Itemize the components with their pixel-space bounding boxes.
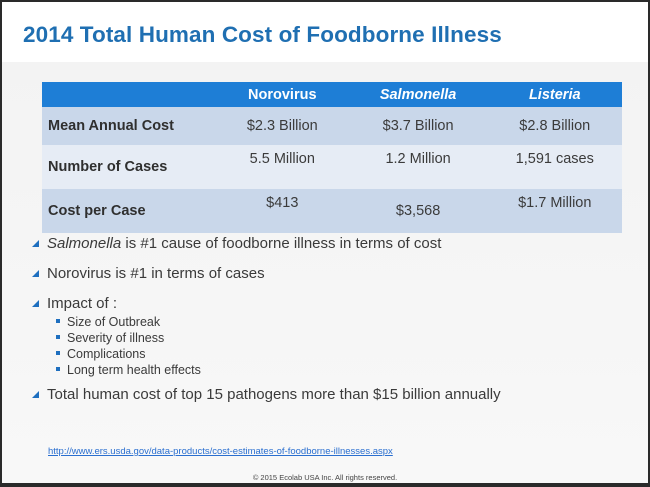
table-row: [42, 189, 622, 233]
copyright-footer: © 2015 Ecolab USA Inc. All rights reserved.: [252, 473, 398, 482]
bullet-text: Norovirus is #1 in terms of cases: [47, 265, 265, 282]
slide-title: 2014 Total Human Cost of Foodborne Illness: [23, 22, 502, 47]
bullet-italic-term: Salmonella: [47, 235, 122, 252]
bullet-impact-of: [32, 295, 117, 312]
sub-bullet: [56, 331, 164, 345]
table-row: [42, 107, 622, 145]
bullet-text: is #1 cause of foodborne illness in terms of cost: [121, 235, 442, 252]
table-cell: 5.5 Million: [216, 145, 349, 189]
bullet-text: Total human cost of top 15 pathogens more than $15 billion annually: [47, 386, 501, 403]
bullet-salmonella-cost: [32, 235, 441, 252]
table-cell: 1,591 cases: [488, 145, 622, 189]
column-header-norovirus: Norovirus: [216, 82, 349, 107]
sub-bullet-text: Size of Outbreak: [67, 315, 161, 329]
bullet-total-human-cost: [32, 386, 501, 403]
sub-bullet-text: Long term health effects: [67, 363, 201, 377]
sub-bullet-text: Severity of illness: [67, 331, 165, 345]
table-header-row: [42, 82, 622, 107]
sub-bullet: [56, 315, 160, 329]
square-bullet-icon: [56, 351, 60, 355]
sub-bullet: [56, 363, 201, 377]
square-bullet-icon: [56, 367, 60, 371]
row-header-number-of-cases: Number of Cases: [42, 145, 216, 189]
column-header-salmonella: Salmonella: [349, 82, 488, 107]
table-cell: $1.7 Million: [488, 189, 622, 233]
table-cell: $413: [216, 189, 349, 233]
column-header-listeria: Listeria: [488, 82, 622, 107]
cost-table: [42, 82, 622, 233]
bullet-text: Impact of :: [47, 295, 118, 312]
table-corner-cell: [42, 82, 216, 107]
row-header-cost-per-case: Cost per Case: [42, 189, 216, 233]
source-link[interactable]: http://www.ers.usda.gov/data-products/cost-estimates-of-foodborne-illnesses.aspx: [48, 446, 393, 457]
sub-bullet: [56, 347, 146, 361]
square-bullet-icon: [56, 319, 60, 323]
bullet-norovirus-cases: [32, 265, 265, 282]
slide: [2, 2, 648, 483]
sub-bullet-text: Complications: [67, 347, 146, 361]
table-cell: 1.2 Million: [349, 145, 488, 189]
triangle-bullet-icon: [32, 240, 39, 247]
table-cell: $3,568: [349, 189, 488, 233]
square-bullet-icon: [56, 335, 60, 339]
triangle-bullet-icon: [32, 391, 39, 398]
triangle-bullet-icon: [32, 300, 39, 307]
table-cell: $2.8 Billion: [488, 107, 622, 145]
table-row: [42, 145, 622, 189]
row-header-mean-annual-cost: Mean Annual Cost: [42, 107, 216, 145]
triangle-bullet-icon: [32, 270, 39, 277]
table-cell: $2.3 Billion: [216, 107, 349, 145]
table-cell: $3.7 Billion: [349, 107, 488, 145]
